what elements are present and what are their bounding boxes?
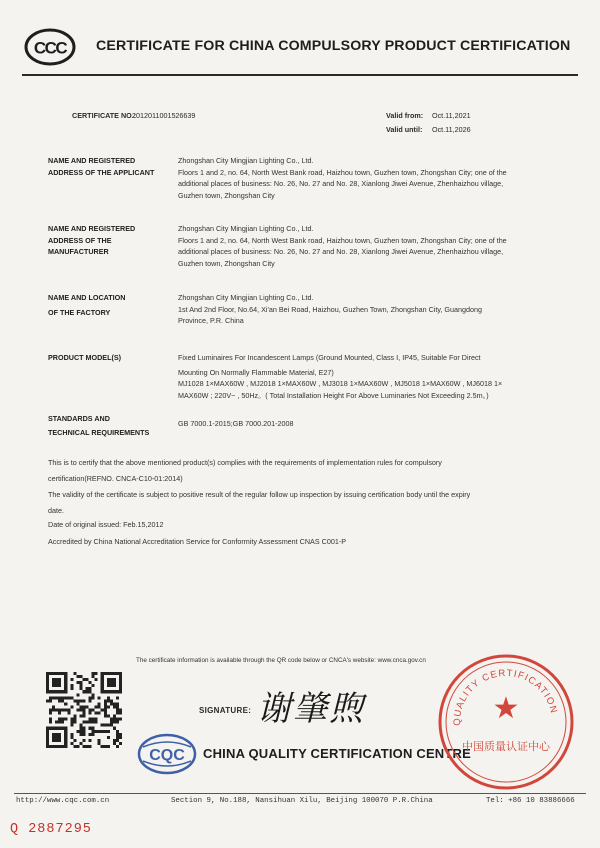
official-seal — [436, 652, 576, 792]
validity-line: date. — [48, 506, 64, 515]
standards-label-line: TECHNICAL REQUIREMENTS — [48, 428, 150, 437]
certificate-number-label: CERTIFICATE NO.: — [72, 111, 137, 120]
applicant-line: Floors 1 and 2, no. 64, North West Bank road, Haizhou town, Guzhen town, Zhongshan City; one of the — [178, 167, 507, 177]
product-line: MAX60W ; 220V~ , 50Hz。( Total Installation Height For Above Luminaries Not Exceeding 2.5m。) — [178, 390, 489, 400]
factory-value — [178, 292, 558, 327]
factory-label — [48, 292, 163, 318]
standards-value: GB 7000.1-2015;GB 7000.201-2008 — [178, 419, 294, 428]
certify-line: This is to certify that the above mentioned product(s) complies with the requirements of implementation rules for compulsory — [48, 458, 442, 467]
manufacturer-label — [48, 223, 163, 258]
manufacturer-label-line: MANUFACTURER — [48, 247, 109, 256]
applicant-label — [48, 155, 163, 178]
header-divider — [22, 74, 578, 76]
manufacturer-line: Floors 1 and 2, no. 64, North West Bank road, Haizhou town, Guzhen town, Zhongshan City; one of the — [178, 235, 507, 245]
applicant-line: additional places of business: No. 26, No. 27 and No. 28, Xianlong Jiwei Avenue, Zhenhaizhou village, — [178, 179, 504, 188]
manufacturer-line: Zhongshan City Mingjian Lighting Co., Ltd. — [178, 224, 314, 233]
certificate-number: 2012011001526639 — [132, 111, 196, 120]
signature — [253, 682, 373, 730]
product-line: Mounting On Normally Flammable Material, E27) — [178, 367, 334, 377]
applicant-value — [178, 155, 558, 201]
valid-until-label: Valid until: — [386, 125, 423, 134]
validity-statement — [48, 489, 563, 517]
ccc-logo — [24, 28, 76, 66]
certify-statement — [48, 457, 563, 485]
standards-label-line: STANDARDS AND — [48, 414, 110, 423]
qr-code — [46, 672, 122, 748]
product-model-label: PRODUCT MODEL(S) — [48, 353, 122, 362]
ccc-logo-text: CCC — [33, 38, 67, 58]
seal-text-en: QUALITY CERTIFICATION — [451, 667, 560, 726]
factory-line: Zhongshan City Mingjian Lighting Co., Ltd. — [178, 293, 314, 302]
factory-label-line: NAME AND LOCATION — [48, 293, 126, 302]
original-issue-date: Date of original issued: Feb.15,2012 — [48, 520, 164, 529]
signature-label: SIGNATURE: — [199, 706, 252, 715]
factory-label-line: OF THE FACTORY — [48, 307, 111, 317]
accreditation-statement: Accredited by China National Accreditation Service for Conformity Assessment CNAS C001-P — [48, 537, 347, 546]
applicant-line: Guzhen town, Zhongshan City — [178, 190, 275, 200]
address: Section 9, No.188, Nansihuan Xilu, Beijing 100070 P.R.China — [171, 797, 433, 805]
product-line: Fixed Luminaires For Incandescent Lamps (Ground Mounted, Class Ⅰ, IP45, Suitable For Direct — [178, 353, 481, 362]
signature-text: 谢肇煦 — [257, 689, 365, 729]
cqc-name: CHINA QUALITY CERTIFICATION CENTRE — [203, 746, 471, 761]
applicant-label-line: NAME AND REGISTERED — [48, 156, 136, 165]
manufacturer-label-line: NAME AND REGISTERED — [48, 224, 136, 233]
factory-line: Province, P.R. China — [178, 316, 244, 325]
footer-divider — [14, 793, 586, 794]
serial-number: Q 2887295 — [10, 822, 92, 837]
product-line: MJ1028 1×MAX60W , MJ2018 1×MAX60W , MJ3018 1×MAX60W , MJ5018 1×MAX60W , MJ6018 1× — [178, 379, 503, 388]
seal-text-cn: 中国质量认证中心 — [462, 740, 550, 753]
factory-line: 1st And 2nd Floor, No.64, Xi'an Bei Road, Haizhou, Guzhen Town, Zhongshan City, Guangdong — [178, 304, 482, 314]
applicant-label-line: ADDRESS OF THE APPLICANT — [48, 167, 155, 177]
manufacturer-value — [178, 223, 558, 269]
qr-note: The certificate information is available through the QR code below or CNCA's website: www.cnca.gov.cn — [136, 657, 426, 664]
valid-from-label: Valid from: — [386, 111, 424, 120]
applicant-line: Zhongshan City Mingjian Lighting Co., Ltd. — [178, 156, 314, 165]
valid-until-date: Oct.11,2026 — [432, 125, 471, 134]
standards-label — [48, 412, 163, 440]
cqc-logo — [137, 733, 197, 775]
product-model-value — [178, 352, 558, 401]
svg-text:★: ★ — [492, 691, 520, 726]
validity-line: The validity of the certificate is subject to positive result of the regular follow up inspection by issuing certification body until the expiry — [48, 490, 471, 499]
certificate-title: CERTIFICATE FOR CHINA COMPULSORY PRODUCT CERTIFICATION — [96, 38, 571, 54]
manufacturer-line: Guzhen town, Zhongshan City — [178, 258, 275, 268]
telephone: Tel: +86 10 83886666 — [486, 797, 575, 805]
certify-line: certification(REFNO. CNCA-C10-01:2014) — [48, 474, 183, 483]
valid-from-date: Oct.11,2021 — [432, 111, 471, 120]
cqc-logo-text: CQC — [149, 747, 185, 764]
manufacturer-line: additional places of business: No. 26, No. 27 and No. 28, Xianlong Jiwei Avenue, Zhenhaizhou village, — [178, 247, 504, 256]
website-link[interactable]: http://www.cqc.com.cn — [16, 797, 110, 805]
manufacturer-label-line: ADDRESS OF THE — [48, 235, 112, 245]
